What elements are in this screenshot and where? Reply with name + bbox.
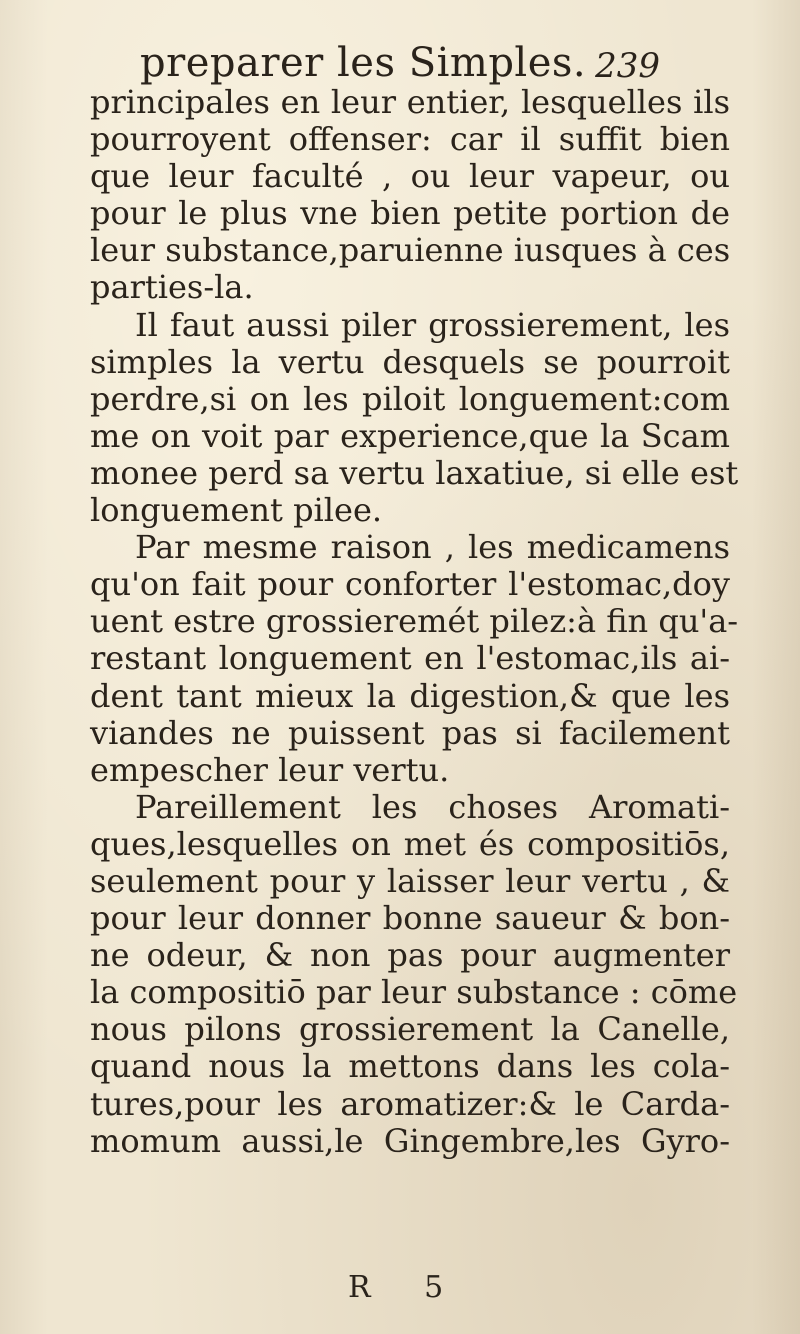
paragraph-start-line: Par mesme raison , les medicamens <box>135 528 730 567</box>
text-line: quand nous la mettons dans les cola- <box>90 1047 730 1086</box>
text-line: simples la vertu desquels se pourroit <box>90 342 730 381</box>
running-head-title: preparer les Simples. <box>140 40 587 86</box>
text-line: parties-la. <box>90 268 254 307</box>
paragraph-start-line: Il faut aussi piler grossierement, les <box>135 305 730 344</box>
text-line: nous pilons grossierement la Canelle, <box>90 1010 730 1049</box>
signature-mark: R 5 <box>348 1270 466 1305</box>
text-line: uent estre grossieremét pilez:à fin qu'a- <box>90 602 739 641</box>
text-line: pour le plus vne bien petite portion de <box>90 194 730 233</box>
text-line: ne odeur, & non pas pour augmenter <box>90 936 730 975</box>
page-number: 239 <box>595 46 660 86</box>
text-line: qu'on fait pour conforter l'estomac,doy <box>90 565 730 604</box>
text-line: leur substance,paruienne iusques à ces <box>90 231 731 270</box>
text-line: la compositiō par leur substance : cōme <box>90 973 738 1012</box>
text-line: monee perd sa vertu laxatiue, si elle est <box>90 453 739 492</box>
text-line: me on voit par experience,que la Scam <box>90 416 730 455</box>
paragraph-start-line: Pareillement les choses Aromati- <box>135 787 730 826</box>
text-line: que leur faculté , ou leur vapeur, ou <box>90 157 730 196</box>
text-line: viandes ne puissent pas si facilement <box>90 713 730 752</box>
text-line: principales en leur entier, lesquelles ils <box>90 83 730 121</box>
text-line: perdre,si on les piloit longuement:com <box>90 379 730 418</box>
text-line: longuement pilee. <box>90 491 383 530</box>
body-text <box>90 83 739 1160</box>
text-line: empescher leur vertu. <box>90 750 450 789</box>
text-line: tures,pour les aromatizer:& le Carda- <box>90 1084 730 1123</box>
text-line: ques,lesquelles on met és compositiōs, <box>90 824 730 863</box>
text-line: dent tant mieux la digestion,& que les <box>90 676 730 715</box>
text-line: restant longuement en l'estomac,ils ai- <box>90 639 730 678</box>
text-line: pour leur donner bonne saueur & bon- <box>90 899 730 938</box>
text-line: pourroyent offenser: car il suffit bien <box>90 120 730 159</box>
text-line: seulement pour y laisser leur vertu , & <box>90 861 730 900</box>
text-line: momum aussi,le Gingembre,les Gyro- <box>90 1121 730 1160</box>
